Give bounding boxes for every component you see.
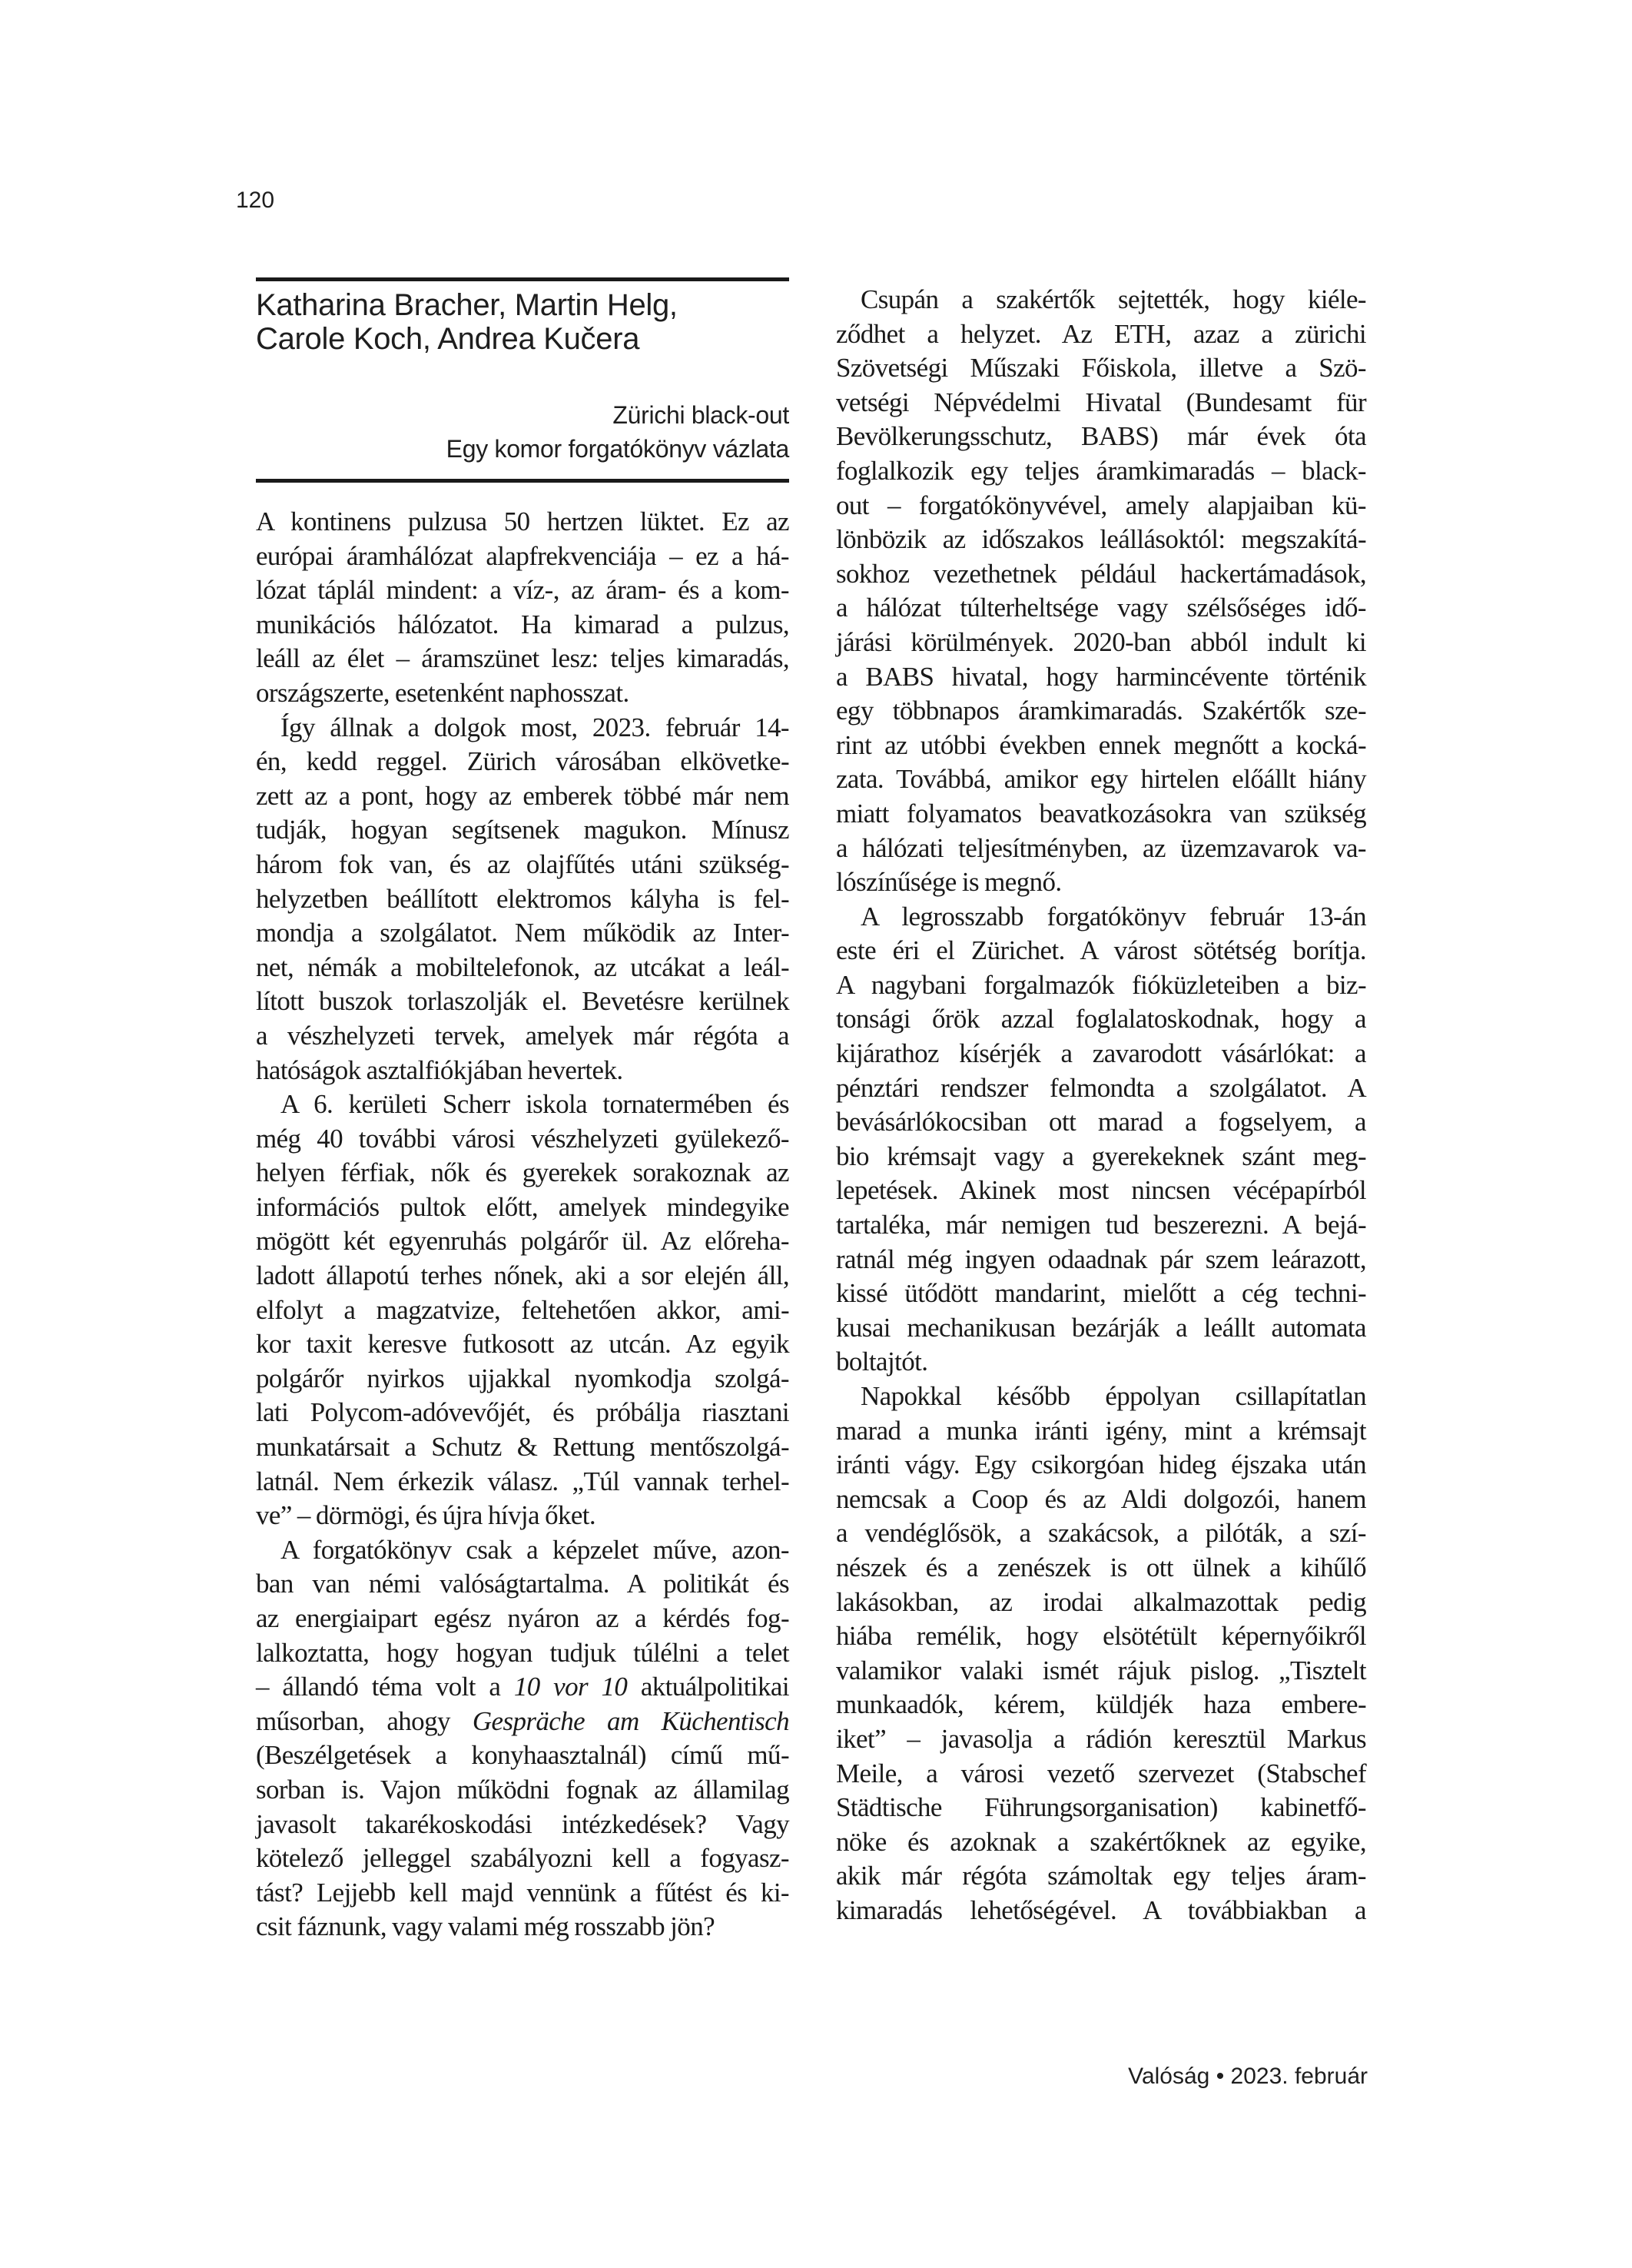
text-line: a vendéglősök, a szakácsok, a pilóták, a szí- bbox=[836, 1518, 1366, 1549]
text-line: európai áramhálózat alapfrekvenciája – ez a há- bbox=[256, 540, 789, 571]
text-line: A kontinens pulzusa 50 hertzen lüktet. Ez az bbox=[256, 506, 789, 536]
text-line: Szövetségi Műszaki Főiskola, illetve a Szö- bbox=[836, 353, 1366, 384]
italic-title: 10 vor 10 bbox=[513, 1672, 628, 1702]
text-line: kor taxit keresve futkosott az utcán. Az egyik bbox=[256, 1329, 789, 1360]
authors-line-2: Carole Koch, Andrea Kučera bbox=[256, 322, 640, 356]
text-line: – állandó téma volt a 10 vor 10 aktuálpolitikai bbox=[256, 1672, 789, 1702]
article-title: Zürichi black-out bbox=[612, 401, 789, 429]
text-line: net, némák a mobiltelefonok, az utcákat a leál- bbox=[256, 951, 789, 982]
text-line: tartaléka, már nemigen tud beszerezni. A bejá- bbox=[836, 1210, 1366, 1240]
text-line: leáll az élet – áramszünet lesz: teljes kimaradás, bbox=[256, 643, 789, 674]
text-line: iket” – javasolja a rádión keresztül Markus bbox=[836, 1723, 1366, 1754]
paragraph bbox=[256, 1533, 789, 1944]
text-line: lított buszok torlaszolják el. Bevetésre kerülnek bbox=[256, 986, 789, 1017]
text-line: tást? Lejjebb kell majd vennünk a fűtést és ki- bbox=[256, 1877, 789, 1908]
text-line: országszerte, esetenként naphosszat. bbox=[256, 677, 629, 708]
text-line: nészek és a zenészek is ott ülnek a kihűlő bbox=[836, 1552, 1366, 1582]
text-line: A forgatókönyv csak a képzelet műve, azon- bbox=[280, 1534, 789, 1565]
text-line: mögött két egyenruhás polgárőr ül. Az előreha- bbox=[256, 1226, 789, 1257]
paragraph bbox=[256, 1088, 789, 1533]
text-line: lózat táplál mindent: a víz-, az áram- és a kom- bbox=[256, 575, 789, 606]
text-line: kusai mechanikusan bezárják a leállt automata bbox=[836, 1312, 1366, 1343]
text-line: Städtische Führungsorganisation) kabinetfő- bbox=[836, 1792, 1366, 1823]
text-line: kijárathoz kísérjék a zavarodott vásárlókat: a bbox=[836, 1038, 1366, 1069]
text-line: A legrosszabb forgatókönyv február 13-án bbox=[861, 901, 1366, 931]
text-line: munkatársait a Schutz & Rettung mentőszolgá- bbox=[256, 1432, 789, 1463]
text-line: műsorban, ahogy Gespräche am Küchentisch bbox=[256, 1705, 789, 1736]
text-line: boltajtót. bbox=[836, 1347, 928, 1377]
text-line: miatt folyamatos beavatkozásokra van szükség bbox=[836, 798, 1366, 829]
text-line: ve” – dörmögi, és újra hívja őket. bbox=[256, 1500, 596, 1531]
text-line: mondja a szolgálatot. Nem működik az Inter- bbox=[256, 918, 789, 948]
text-line: iránti vágy. Egy csikorgóan hideg éjszaka után bbox=[836, 1449, 1366, 1480]
text-line: információs pultok előtt, amelyek mindegyike bbox=[256, 1191, 789, 1222]
text-line: a BABS hivatal, hogy harmincévente történik bbox=[836, 661, 1366, 692]
text-line: vetségi Népvédelmi Hivatal (Bundesamt für bbox=[836, 387, 1366, 417]
text-line: Napokkal később éppolyan csillapítatlan bbox=[861, 1381, 1366, 1411]
text-line: a hálózati teljesítményben, az üzemzavarok va- bbox=[836, 832, 1366, 863]
text-line: kötelező jelleggel szabályozni kell a fogyasz- bbox=[256, 1843, 789, 1874]
paragraph bbox=[256, 505, 789, 711]
text-line: én, kedd reggel. Zürich városában elkövetke- bbox=[256, 746, 789, 777]
text-line: zett az a pont, hogy az emberek többé már nem bbox=[256, 780, 789, 811]
authors-line-1: Katharina Bracher, Martin Helg, bbox=[256, 288, 678, 322]
paragraph bbox=[256, 711, 789, 1088]
text-line: helyzetben beállított elektromos kályha is fel- bbox=[256, 883, 789, 914]
text-line: elfolyt a magzatvize, feltehetően akkor, ami- bbox=[256, 1294, 789, 1325]
text-line: A 6. kerületi Scherr iskola tornatermében és bbox=[280, 1089, 789, 1120]
paragraph bbox=[836, 900, 1366, 1380]
header-rule-top bbox=[256, 277, 789, 281]
paragraph bbox=[836, 283, 1366, 900]
page-footer: Valóság • 2023. február bbox=[1128, 2064, 1368, 2089]
text-line: foglalkozik egy teljes áramkimaradás – black- bbox=[836, 455, 1366, 486]
text-line: hatóságok asztalfiókjában hevertek. bbox=[256, 1054, 623, 1085]
text-line: tonsági őrök azzal foglalatoskodnak, hogy a bbox=[836, 1004, 1366, 1034]
text-line: bevásárlókocsiban ott marad a fogselyem, a bbox=[836, 1107, 1366, 1137]
text-line: a hálózat túlterheltsége vagy szélsőséges idő- bbox=[836, 593, 1366, 623]
text-line: járási körülmények. 2020-ban abból indult ki bbox=[836, 626, 1366, 657]
text-line: lepetések. Akinek most nincsen vécépapírból bbox=[836, 1175, 1366, 1206]
page-number: 120 bbox=[236, 188, 275, 213]
text-line: ratnál még ingyen odaadnak pár szem leárazott, bbox=[836, 1244, 1366, 1274]
text-line: nöke és azoknak a szakértőknek az egyike, bbox=[836, 1826, 1366, 1857]
right-column-body bbox=[836, 283, 1366, 1928]
text-line: marad a munka iránti igény, mint a krémsajt bbox=[836, 1415, 1366, 1446]
text-line: egy többnapos áramkimaradás. Szakértők sze- bbox=[836, 696, 1366, 726]
text-line: ződhet a helyzet. Az ETH, azaz a zürichi bbox=[836, 318, 1366, 349]
text-line: Meile, a városi vezető szervezet (Stabschef bbox=[836, 1758, 1366, 1788]
italic-title: Gespräche am Küchentisch bbox=[472, 1705, 789, 1736]
text-line: csit fáznunk, vagy valami még rosszabb jön? bbox=[256, 1911, 715, 1942]
text-line: kimaradás lehetőségével. A továbbiakban a bbox=[836, 1894, 1366, 1925]
text-line: ladott állapotú terhes nőnek, aki a sor elején áll, bbox=[256, 1260, 789, 1291]
paragraph bbox=[836, 1380, 1366, 1928]
text-line: akik már régóta számoltak egy teljes áram- bbox=[836, 1861, 1366, 1891]
text-line: Csupán a szakértők sejtették, hogy kiéle- bbox=[861, 284, 1366, 314]
text-line: munkaadók, kérem, küldjék haza embere- bbox=[836, 1689, 1366, 1720]
text-line: hiába remélik, hogy elsötétült képernyőikről bbox=[836, 1621, 1366, 1652]
text-line: lönbözik az időszakos leállásoktól: megszakítá- bbox=[836, 524, 1366, 555]
text-line: lószínűsége is megnő. bbox=[836, 867, 1062, 898]
text-line: még 40 további városi vészhelyzeti gyülekező- bbox=[256, 1123, 789, 1154]
text-line: valamikor valaki ismét rájuk pislog. „Tisztelt bbox=[836, 1655, 1366, 1685]
text-line: lalkoztatta, hogy hogyan tudjuk túlélni a telet bbox=[256, 1637, 789, 1668]
text-line: Így állnak a dolgok most, 2023. február 14- bbox=[280, 712, 789, 742]
left-column-body bbox=[256, 505, 789, 1944]
text-line: helyen férfiak, nők és gyerekek sorakoznak az bbox=[256, 1157, 789, 1188]
article-authors bbox=[256, 288, 789, 356]
text-line: A nagybani forgalmazók fióküzleteiben a biz- bbox=[836, 969, 1366, 1000]
text-line: nemcsak a Coop és az Aldi dolgozói, hanem bbox=[836, 1483, 1366, 1514]
article-title-block bbox=[256, 398, 789, 466]
text-line: out – forgatókönyvével, amely alapjaiban kü- bbox=[836, 490, 1366, 520]
text-line: (Beszélgetések a konyhaasztalnál) című mű- bbox=[256, 1740, 789, 1771]
text-line: három fok van, és az olajfűtés utáni szükség- bbox=[256, 848, 789, 879]
text-line: polgárőr nyirkos ujjakkal nyomkodja szolgá- bbox=[256, 1363, 789, 1393]
article-subtitle: Egy komor forgatókönyv vázlata bbox=[446, 435, 789, 463]
text-line: Bevölkerungsschutz, BABS) már évek óta bbox=[836, 421, 1366, 452]
text-line: zata. Továbbá, amikor egy hirtelen előállt hiány bbox=[836, 764, 1366, 795]
text-line: javasolt takarékoskodási intézkedések? Vagy bbox=[256, 1808, 789, 1839]
text-line: sorban is. Vajon működni fognak az államilag bbox=[256, 1774, 789, 1805]
text-line: lati Polycom-adóvevőjét, és próbálja riasztani bbox=[256, 1397, 789, 1428]
text-line: kissé ütődött mandarint, mielőtt a cég techni- bbox=[836, 1278, 1366, 1309]
text-line: rint az utóbbi években ennek megnőtt a kocká- bbox=[836, 729, 1366, 760]
text-line: ban van némi valóságtartalma. A politikát és bbox=[256, 1569, 789, 1599]
text-line: sokhoz vezethetnek például hackertámadások, bbox=[836, 558, 1366, 589]
text-line: pénztári rendszer felmondta a szolgálatot. A bbox=[836, 1072, 1366, 1103]
text-line: bio krémsajt vagy a gyerekeknek szánt meg- bbox=[836, 1141, 1366, 1171]
text-line: latnál. Nem érkezik válasz. „Túl vannak terhel- bbox=[256, 1466, 789, 1496]
header-rule-bottom bbox=[256, 479, 789, 483]
text-line: az energiaipart egész nyáron az a kérdés fog- bbox=[256, 1603, 789, 1633]
text-line: munikációs hálózatot. Ha kimarad a pulzus, bbox=[256, 609, 789, 639]
text-line: lakásokban, az irodai alkalmazottak pedig bbox=[836, 1586, 1366, 1617]
text-line: a vészhelyzeti tervek, amelyek már régóta a bbox=[256, 1020, 789, 1051]
text-line: este éri el Zürichet. A várost sötétség borítja. bbox=[836, 935, 1366, 966]
text-line: tudják, hogyan segítsenek magukon. Mínusz bbox=[256, 815, 789, 845]
